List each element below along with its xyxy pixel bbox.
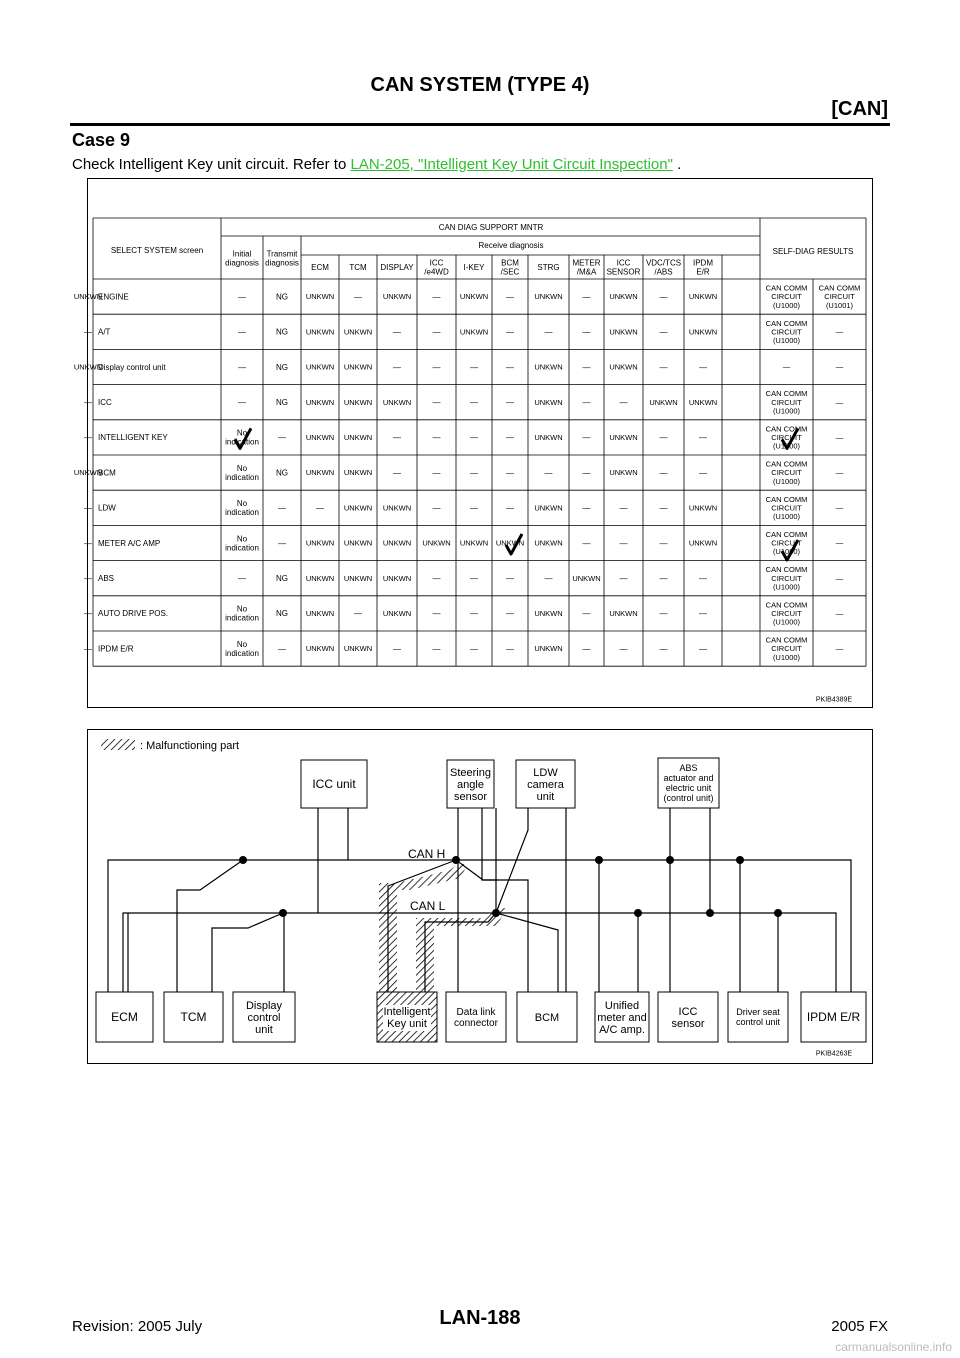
self-diag-cell: — [835, 327, 844, 337]
diag-cell: — [432, 574, 441, 583]
diag-cell: — [238, 398, 246, 407]
junction-dot [706, 909, 714, 917]
diag-cell: — [582, 538, 591, 548]
self-diag-cell: CAN COMM CIRCUIT (U1000) [765, 283, 808, 310]
case-heading: Case 9 [72, 130, 131, 150]
diag-cell: — [393, 644, 401, 654]
reference-link[interactable]: LAN-205, "Intelligent Key Unit Circuit Inspection" [350, 156, 673, 173]
column-header: METER /M&A [572, 258, 601, 277]
diag-cell: — [582, 362, 591, 372]
diag-cell: — [544, 574, 553, 583]
tcm [164, 992, 223, 1042]
diag-cell: UNKWN [73, 362, 103, 372]
diag-cell: UNKWN [343, 362, 373, 372]
column-header: IPDM E/R [693, 258, 713, 277]
diag-cell: UNKWN [688, 538, 718, 548]
self-diag-cell: — [835, 433, 844, 443]
row-label: METER A/C AMP [98, 538, 161, 548]
diag-cell: UNKWN [572, 573, 601, 583]
diag-cell: — [432, 468, 441, 478]
figure-code: PKIB4263E [815, 1050, 853, 1058]
diag-cell: UNKWN [343, 503, 373, 513]
diag-cell: UNKWN [534, 609, 563, 619]
can-diag-header: CAN DIAG SUPPORT MNTR [438, 222, 544, 232]
diag-cell: — [699, 468, 707, 478]
column-header: DISPLAY [380, 262, 414, 272]
diag-cell: UNKWN [343, 327, 373, 337]
self-diag-cell: — [782, 362, 791, 372]
self-diag-cell: CAN COMM CIRCUIT (U1000) [765, 600, 808, 627]
receive-diag-header: Receive diagnosis [478, 240, 544, 250]
legend-label: : Malfunctioning part [140, 739, 240, 752]
diag-cell: — [278, 538, 286, 548]
wire [177, 860, 243, 992]
row-label: AUTO DRIVE POS. [98, 609, 169, 619]
diag-cell: UNKWN [609, 433, 638, 443]
unit-label: TCM [180, 1010, 207, 1025]
bcm [517, 992, 577, 1042]
table-row [74, 460, 844, 486]
diag-cell: — [432, 292, 441, 302]
can-diag-figure [73, 178, 873, 708]
diag-cell: UNKWN [382, 573, 412, 583]
diag-cell: — [432, 644, 441, 654]
diag-cell: UNKWN [534, 362, 563, 372]
row-label: ICC [98, 398, 112, 407]
diag-cell: — [470, 398, 478, 407]
diag-cell: UNKWN [609, 468, 638, 478]
diag-cell: — [506, 503, 514, 513]
self-diag-cell: CAN COMM CIRCUIT (U1000) [765, 494, 808, 522]
diag-cell: — [619, 503, 628, 513]
diag-cell: UNKWN [534, 538, 563, 548]
unit-label: Intelligent Key unit [383, 1005, 431, 1030]
diag-cell: — [659, 644, 668, 654]
diag-cell: — [278, 644, 286, 654]
wire [212, 913, 283, 992]
diag-cell: UNKWN [649, 397, 678, 407]
column-header: VDC/TCS /ABS [645, 258, 682, 277]
diag-cell: — [432, 362, 441, 372]
select-system-header: SELECT SYSTEM screen [110, 245, 204, 255]
diag-cell: UNKWN [609, 609, 638, 619]
diag-cell: No indication [225, 604, 259, 623]
intelligent-key-unit [377, 992, 437, 1042]
diag-cell: — [506, 609, 514, 619]
diag-cell: — [544, 468, 553, 478]
column-header: TCM [349, 262, 367, 272]
diag-cell: — [659, 503, 668, 513]
self-diag-cell: CAN COMM CIRCUIT (U1000) [765, 635, 808, 662]
diag-cell: UNKWN [609, 292, 638, 302]
diag-cell: UNKWN [534, 292, 563, 302]
diag-cell: — [619, 398, 628, 407]
revision-date: Revision: 2005 July [72, 1318, 203, 1335]
diag-cell: NG [276, 468, 288, 478]
row-label: INTELLIGENT KEY [98, 433, 168, 443]
diag-cell: No indication [225, 639, 259, 658]
diag-cell: UNKWN [73, 292, 103, 302]
icc-unit [301, 760, 367, 808]
diag-cell: — [699, 644, 707, 654]
diag-cell: — [470, 503, 478, 513]
diag-cell: — [506, 468, 514, 478]
instruction-suffix: . [672, 156, 682, 173]
unit-label: Driver seat control unit [735, 1007, 781, 1028]
malfunction-hatch [416, 908, 508, 992]
diag-cell: UNKWN [343, 468, 373, 478]
diag-cell: — [393, 468, 401, 478]
diag-cell: UNKWN [343, 573, 373, 583]
table-row [84, 636, 844, 662]
diag-cell: UNKWN [343, 397, 373, 407]
diag-cell: — [84, 503, 92, 513]
diag-cell: — [470, 574, 478, 583]
diag-cell: — [506, 644, 514, 654]
diag-cell: — [699, 609, 707, 619]
table-row [74, 363, 844, 372]
diag-cell: — [238, 292, 246, 302]
diag-cell: — [84, 644, 92, 654]
diag-cell: — [699, 362, 707, 372]
diag-cell: — [393, 362, 401, 372]
self-diag-cell: — [835, 609, 844, 619]
diag-cell: — [619, 574, 628, 583]
table-row [84, 424, 844, 450]
self-diag-cell: CAN COMM CIRCUIT (U1000) [765, 565, 808, 592]
table-row [84, 389, 844, 415]
diag-cell: UNKWN [382, 503, 412, 513]
diag-cell: UNKWN [305, 433, 335, 443]
page-number: LAN-188 [439, 1307, 521, 1329]
header-rule [70, 123, 890, 126]
unit-label: ECM [111, 1010, 138, 1025]
self-diag-cell: CAN COMM CIRCUIT (U1000) [765, 530, 808, 557]
diag-cell: — [393, 327, 401, 337]
icc-sensor [658, 992, 718, 1042]
self-diag-cell: — [835, 362, 844, 372]
diag-cell: — [84, 327, 92, 337]
unit-label: Unified meter and A/C amp. [597, 999, 647, 1036]
diag-cell: — [619, 644, 628, 654]
column-header: STRG [537, 262, 560, 272]
self-diag-cell: — [835, 573, 844, 583]
row-label: ABS [98, 574, 115, 583]
diag-cell: — [699, 433, 707, 443]
diag-cell: — [582, 433, 591, 443]
diag-cell: UNKWN [534, 433, 563, 443]
self-diag-header: SELF-DIAG RESULTS [772, 246, 854, 256]
diag-cell: — [506, 398, 514, 407]
diag-cell: No indication [225, 534, 259, 553]
diag-cell: UNKWN [305, 468, 335, 478]
row-label: BCM [98, 468, 116, 478]
diag-cell: — [84, 538, 92, 548]
self-diag-cell: CAN COMM CIRCUIT (U1000) [765, 318, 808, 346]
self-diag-cell: — [835, 538, 844, 548]
ipdm-er [801, 992, 866, 1042]
diag-cell: — [659, 468, 668, 478]
diag-cell: UNKWN [343, 433, 373, 443]
table-row [84, 530, 844, 556]
row-label: A/T [98, 327, 111, 337]
diag-cell: UNKWN [609, 362, 638, 372]
diag-cell: UNKWN [382, 609, 412, 619]
diag-cell: — [432, 503, 441, 513]
diag-cell: — [659, 538, 668, 548]
diag-cell: UNKWN [343, 538, 373, 548]
diag-cell: UNKWN [382, 397, 412, 407]
diag-cell: — [544, 327, 553, 337]
diag-cell: UNKWN [688, 327, 718, 337]
diag-cell: — [354, 292, 362, 302]
diag-cell: — [506, 327, 514, 337]
diag-cell: UNKWN [305, 397, 335, 407]
column-header: I-KEY [463, 262, 485, 272]
abs-actuator [658, 758, 719, 808]
unit-label: ICC sensor [671, 1005, 705, 1030]
table-row [74, 284, 861, 310]
diag-cell: — [659, 292, 668, 302]
row-label: Display control unit [98, 362, 166, 372]
unit-label: ICC unit [312, 777, 356, 792]
diag-cell: — [432, 609, 441, 619]
diag-cell: — [582, 609, 591, 619]
diag-cell: — [582, 327, 591, 337]
diag-cell: — [506, 362, 514, 372]
diag-cell: UNKWN [305, 573, 335, 583]
diag-cell: — [582, 503, 591, 513]
table-row [84, 495, 844, 521]
unified-meter [595, 992, 649, 1042]
data-link-connector [446, 992, 506, 1042]
diag-cell: — [278, 503, 286, 513]
column-header: BCM /SEC [500, 258, 520, 277]
diag-cell: — [582, 644, 591, 654]
diag-cell: NG [276, 362, 288, 372]
diag-cell: UNKWN [305, 327, 335, 337]
diag-cell: — [84, 574, 92, 583]
diag-cell: — [470, 609, 478, 619]
diag-cell: — [238, 362, 246, 372]
model-year: 2005 FX [831, 1318, 888, 1335]
table-row [84, 600, 844, 626]
diag-cell: UNKWN [688, 292, 718, 302]
column-header: ECM [311, 262, 329, 272]
diag-cell: — [659, 574, 668, 583]
watermark: carmanualsonline.info [835, 1340, 952, 1354]
diag-cell: — [619, 538, 628, 548]
can-l-label: CAN L [410, 899, 446, 914]
diag-cell: — [84, 433, 92, 443]
junction-dot [239, 856, 247, 864]
can-h-label: CAN H [408, 847, 446, 862]
diag-cell: UNKWN [343, 644, 373, 654]
instruction-text [72, 156, 681, 173]
legend-hatch-swatch [101, 739, 135, 750]
diag-cell: — [659, 433, 668, 443]
unit-label: Data link connector [454, 1007, 498, 1029]
steering-angle-sensor [447, 760, 494, 808]
diag-cell: — [506, 574, 514, 583]
diag-cell: NG [276, 609, 288, 619]
self-diag-cell: CAN COMM CIRCUIT (U1000) [765, 424, 808, 451]
diag-cell: UNKWN [422, 538, 451, 548]
diag-cell: — [432, 327, 441, 337]
unit-label: IPDM E/R [806, 1010, 861, 1025]
self-diag-cell: — [835, 397, 844, 407]
diag-cell: — [316, 503, 324, 513]
diag-cell: No indication [225, 428, 259, 447]
diag-cell: NG [276, 327, 288, 337]
diag-cell: — [582, 468, 591, 478]
diag-cell: UNKWN [305, 538, 335, 548]
table-row [84, 319, 844, 345]
can-network-diagram [88, 730, 874, 1065]
diag-cell: — [659, 327, 668, 337]
diag-cell: — [470, 644, 478, 654]
can-diag-table [73, 179, 874, 709]
diag-cell: NG [276, 398, 288, 407]
column-header: Initial diagnosis [225, 249, 259, 268]
diag-cell: No indication [225, 499, 259, 518]
diag-cell: — [506, 433, 514, 443]
ldw-camera-unit [516, 760, 575, 808]
diag-cell: — [354, 609, 362, 619]
diag-cell: No indication [225, 463, 259, 482]
unit-label: Steering angle sensor [450, 766, 491, 803]
row-label: LDW [98, 503, 116, 513]
self-diag-cell: — [835, 644, 844, 654]
diag-cell: — [432, 398, 441, 407]
driver-seat-control-unit [728, 992, 788, 1042]
diag-cell: UNKWN [688, 503, 718, 513]
diag-cell: UNKWN [495, 538, 525, 548]
self-diag-cell: CAN COMM CIRCUIT (U1000) [765, 389, 808, 416]
row-label: IPDM E/R [98, 644, 134, 654]
diag-cell: UNKWN [688, 397, 718, 407]
diag-cell: — [432, 433, 441, 443]
diag-cell: UNKWN [534, 644, 563, 654]
diag-cell: — [470, 362, 478, 372]
diag-cell: UNKWN [305, 292, 335, 302]
diag-cell: NG [276, 292, 288, 302]
diag-cell: — [470, 433, 478, 443]
diag-cell: — [84, 609, 92, 619]
diag-cell: — [470, 468, 478, 478]
self-diag-cell: CAN COMM CIRCUIT (U1001) [818, 283, 861, 310]
instruction-prefix: Check Intelligent Key unit circuit. Refer to [72, 156, 351, 173]
diag-cell: — [238, 327, 246, 337]
diag-cell: UNKWN [305, 362, 335, 372]
figure-code: PKIB4389E [815, 696, 853, 704]
self-diag-cell: — [835, 503, 844, 513]
unit-label: LDW camera unit [527, 766, 564, 803]
row-label: ENGINE [98, 292, 129, 302]
diag-cell: UNKWN [382, 538, 412, 548]
diag-cell: — [659, 362, 668, 372]
diag-cell: — [84, 398, 92, 407]
diag-cell: UNKWN [534, 503, 563, 513]
section-tag: [CAN] [831, 98, 888, 120]
diag-cell: — [278, 433, 286, 443]
column-header: Transmit diagnosis [265, 249, 299, 268]
column-header: ICC /e4WD [424, 258, 449, 277]
display-control-unit [233, 992, 295, 1042]
diag-cell: — [582, 292, 591, 302]
diag-cell: UNKWN [382, 292, 412, 302]
junction-dot [279, 909, 287, 917]
diag-cell: UNKWN [459, 538, 489, 548]
page-title: CAN SYSTEM (TYPE 4) [370, 74, 590, 96]
diag-cell: UNKWN [305, 644, 335, 654]
can-network-figure [87, 729, 873, 1064]
diag-cell: UNKWN [534, 397, 563, 407]
diag-cell: UNKWN [609, 327, 638, 337]
diag-cell: — [393, 433, 401, 443]
self-diag-cell: — [835, 468, 844, 478]
unit-label: ABS actuator and electric unit (control unit) [663, 763, 714, 804]
diag-cell: — [659, 609, 668, 619]
diag-cell: UNKWN [305, 609, 335, 619]
unit-label: Display control unit [245, 999, 283, 1036]
diag-cell: — [506, 292, 514, 302]
column-header: ICC SENSOR [606, 258, 641, 277]
wire [496, 913, 558, 992]
diag-cell: UNKWN [459, 292, 489, 302]
diag-cell: UNKWN [459, 327, 489, 337]
diag-cell: NG [276, 574, 288, 583]
diag-cell: UNKWN [73, 468, 103, 478]
unit-label: BCM [534, 1011, 560, 1024]
diag-cell: — [699, 574, 707, 583]
diag-cell: — [582, 398, 591, 407]
table-row [84, 565, 844, 591]
ecm [96, 992, 153, 1042]
diag-cell: — [238, 574, 246, 583]
self-diag-cell: CAN COMM CIRCUIT (U1000) [765, 459, 808, 486]
